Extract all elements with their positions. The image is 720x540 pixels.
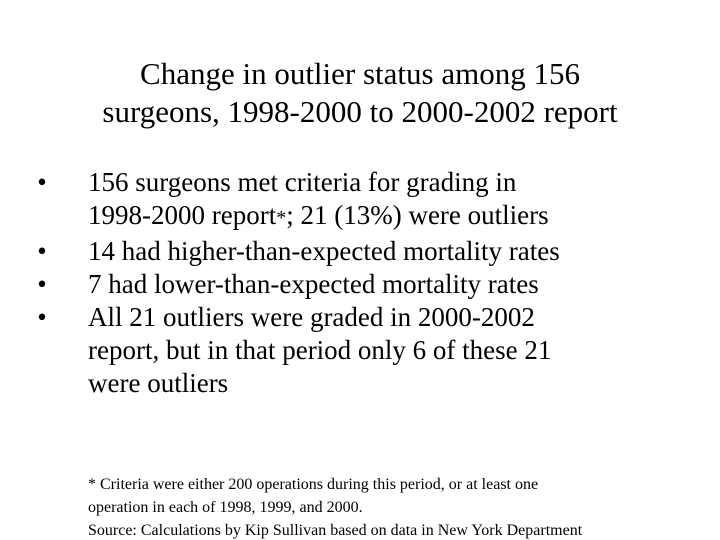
- bullet-text-line: report, but in that period only 6 of these 21: [88, 335, 552, 365]
- footnote-source-line: Source: Calculations by Kip Sullivan based on data in New York Department: [88, 522, 583, 539]
- bullet-text-line: All 21 outliers were graded in 2000-2002: [88, 302, 535, 332]
- slide-title: [0, 55, 720, 131]
- bullet-icon: •: [37, 236, 47, 266]
- footnote: [88, 473, 708, 540]
- bullet-item-lower: [30, 268, 710, 301]
- bullet-item-all-outliers: [30, 301, 710, 400]
- bullet-item-criteria: [30, 166, 710, 235]
- bullet-icon: •: [37, 167, 47, 197]
- bullet-list: [30, 166, 710, 400]
- bullet-text-line: 7 had lower-than-expected mortality rates: [88, 269, 539, 299]
- footnote-line: operation in each of 1998, 1999, and 2000.: [88, 499, 363, 516]
- bullet-item-higher: [30, 235, 710, 268]
- bullet-text-line: 156 surgeons met criteria for grading in: [88, 167, 517, 197]
- bullet-icon: •: [37, 269, 47, 299]
- slide-title-line-1: Change in outlier status among 156: [140, 56, 580, 91]
- bullet-text-line: [88, 199, 710, 235]
- bullet-text-fragment: 1998-2000 report: [88, 200, 277, 230]
- bullet-icon: •: [37, 302, 47, 332]
- bullet-text-fragment: ; 21 (13%) were outliers: [286, 200, 549, 230]
- bullet-text-line: 14 had higher-than-expected mortality rates: [88, 236, 560, 266]
- slide-title-line-2: surgeons, 1998-2000 to 2000-2002 report: [102, 94, 618, 129]
- footnote-marker: *: [276, 207, 287, 229]
- footnote-line: * Criteria were either 200 operations during this period, or at least one: [88, 476, 539, 493]
- bullet-text-line: were outliers: [88, 368, 229, 398]
